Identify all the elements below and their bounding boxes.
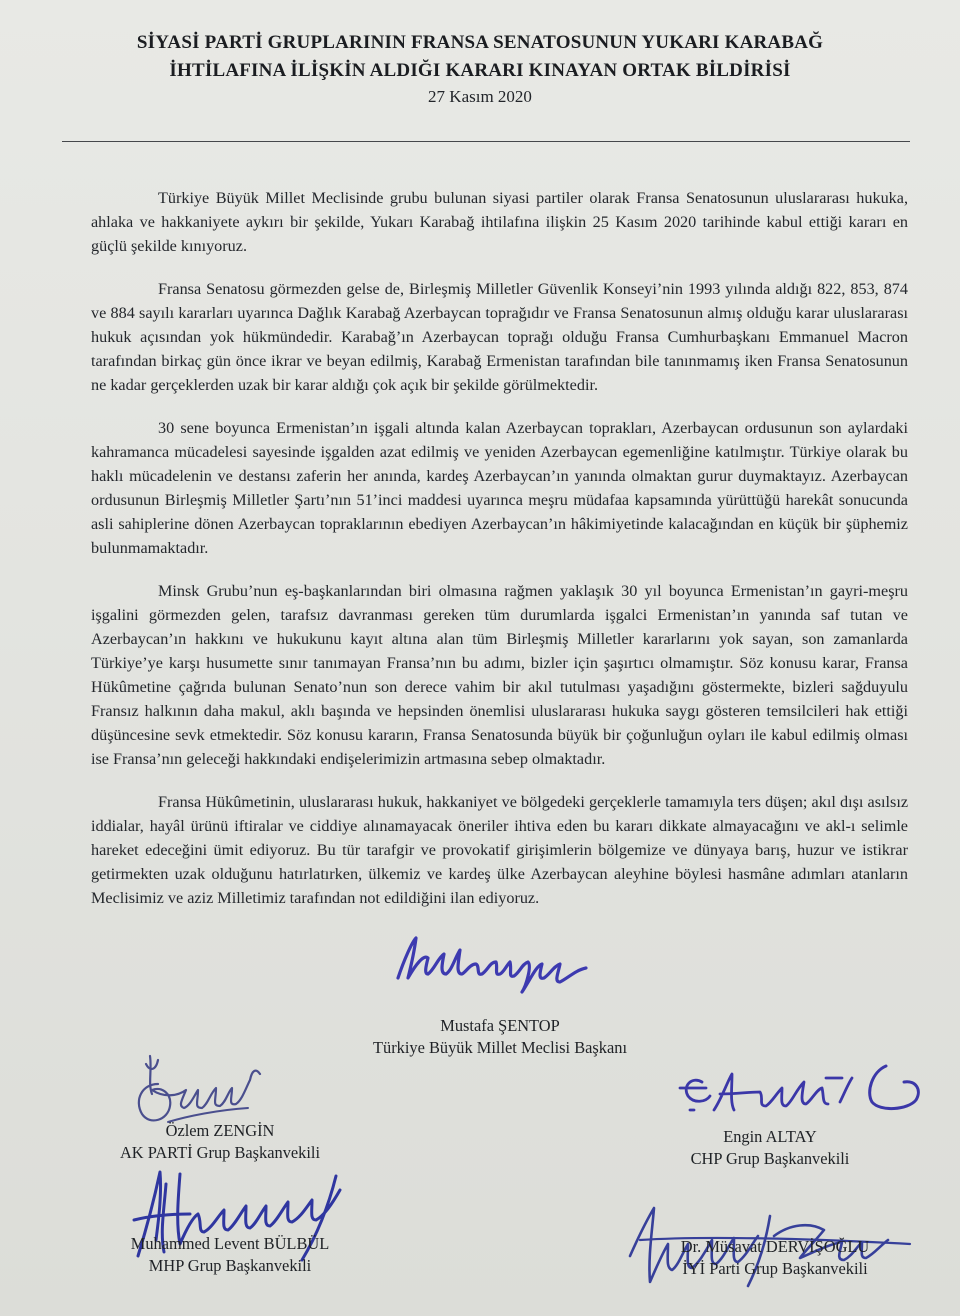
paragraph-2: Fransa Senatosu görmezden gelse de, Birleşmiş Milletler Güvenlik Konseyi’nin 1993 yılında aldığı 822, 853, 874 ve 884 sayılı kararları uyarınca Dağlık Karabağ Azerbaycan toprağıdır ve Fransa Senatosunun almış olduğu karar uluslararası hukuk açısından yok hükmündedir. Karabağ’ın Azerbaycan toprağı olduğu Fransa Cumhurbaşkanı Emmanuel Macron tarafından birkaç gün önce ikrar ve beyan edilmiş, Karabağ Ermenistan tarafından bile tanınmamış iken Fransa Senatosunun ne kadar gerçeklerden uzak bir karar aldığı çok açık bir şekilde görülmektedir. <box>91 280 908 394</box>
signatory-mhp <box>88 1233 372 1277</box>
signatory-title: İYİ Parti Grup Başkanvekili <box>682 1259 868 1278</box>
header-divider <box>62 141 910 142</box>
paragraph-4: Minsk Grubu’nun eş-başkanlarından biri olmasına rağmen yaklaşık 30 yıl boyunca Ermenistan’ın gayri-meşru işgalini görmezden gelen, tarafsız davranması gereken tüm durumlarda işgalci Ermenistan’ın yanında saf tutan ve Azerbaycan’ın hakkını ve hukukunu kayıt altına alan tüm Birleşmiş Milletler kararlarını yok sayan, son zamanlarda Türkiye’ye karşı husumette sınır tanımayan Fransa’nın bu adımı, bizler için şaşırtıcı olmamıştır. Söz konusu karar, Fransa Hükûmetine çağrıda bulunan Senato’nun son derece vahim bir akıl tutulması yaşadığını göstermekte, bizleri sağduyulu Fransız halkının daha makul, aklı başında ve hepsinden önemlisi uluslararası hukuka saygı gösteren temsilcileri hak ettiği düşüncesine sevk etmektedir. Söz konusu kararın, Fransa Senatosunda büyük bir çoğunluğun oyları ile kabul edilmiş olması ise Fransa’nın geleceği hakkındaki endişelerimizin artmasına sebep olmaktadır. <box>91 582 908 768</box>
signatory-title: Türkiye Büyük Millet Meclisi Başkanı <box>372 1038 628 1057</box>
paragraph-1: Türkiye Büyük Millet Meclisinde grubu bulunan siyasi partiler olarak Fransa Senatosunun uluslararası hukuka, ahlaka ve hakkaniyete aykırı bir şekilde, Yukarı Karabağ ihtilafına ilişkin 25 Kasım 2020 tarihinde kabul ettiği kararı en güçlü şekilde kınıyoruz. <box>91 189 908 255</box>
signatory-name: Dr. Müsavat DERVİŞOĞLU <box>680 1237 870 1256</box>
signature-speaker <box>390 930 600 1000</box>
signatory-title: AK PARTİ Grup Başkanvekili <box>119 1143 321 1162</box>
signatory-iyi <box>640 1236 910 1280</box>
statement-body <box>91 186 908 929</box>
document-title-line-2: İHTİLAFINA İLİŞKİN ALDIĞI KARARI KINAYAN ORTAK BİLDİRİSİ <box>169 60 791 81</box>
signatory-name: Mustafa ŞENTOP <box>440 1016 560 1035</box>
document-date: 27 Kasım 2020 <box>428 87 532 106</box>
signatory-chp <box>640 1126 900 1170</box>
signatory-name: Engin ALTAY <box>723 1127 817 1146</box>
document-title-line-1: SİYASİ PARTİ GRUPLARININ FRANSA SENATOSUNUN YUKARI KARABAĞ <box>136 32 824 53</box>
paragraph-5: Fransa Hükûmetinin, uluslararası hukuk, hakkaniyet ve bölgedeki gerçeklerle tamamıyla ters düşen; akıl dışı asılsız iddialar, hayâl ürünü iftiralar ve ciddiye alınamayacak öneriler ihtiva eden bu kararı dikkate almayacağını ve akl-ı selimle hareket edeceğini ümit ediyoruz. Bu tür tarafgir ve provokatif girişimlerin bölgemize ve dünyaya barış, huzur ve istikrar getirmekten uzak olduğunu hatırlatırken, ülkemiz ve kardeş ülke Azerbaycan aleyhine böylesi hasmâne adımları atanların Meclisimiz ve aziz Milletimiz tarafından not edildiğini ilan ediyoruz. <box>91 793 908 907</box>
signatory-akp <box>90 1120 350 1164</box>
paragraph-3: 30 sene boyunca Ermenistan’ın işgali altında kalan Azerbaycan toprakları, Azerbaycan ordusunun son aylardaki kahramanca mücadelesi sayesinde işgalden azat edilmiş ve yeniden Azerbaycan egemenliğine katılmıştır. Türkiye olarak bu haklı mücadelenin ve destansı zaferin her anında, kardeş Azerbaycan’ın yanında olmaktan gurur duymaktayız. Azerbaycan ordusunun Birleşmiş Milletler Şartı’nın 51’inci maddesi uyarınca meşru müdafaa kapsamında yürüttüğü harekât sonucunda asli sahiplerine dönen Azerbaycan topraklarının ebediyen Azerbaycan’ın hâkimiyetinde kalacağından en küçük bir şüphemiz bulunmamaktadır. <box>91 419 908 557</box>
signatory-title: MHP Grup Başkanvekili <box>148 1256 312 1275</box>
signature-chp <box>676 1058 926 1128</box>
signatory-speaker <box>300 1015 700 1059</box>
signatory-name: Muhammed Levent BÜLBÜL <box>130 1234 330 1253</box>
signatory-name: Özlem ZENGİN <box>165 1121 275 1140</box>
signatory-title: CHP Grup Başkanvekili <box>690 1149 850 1168</box>
